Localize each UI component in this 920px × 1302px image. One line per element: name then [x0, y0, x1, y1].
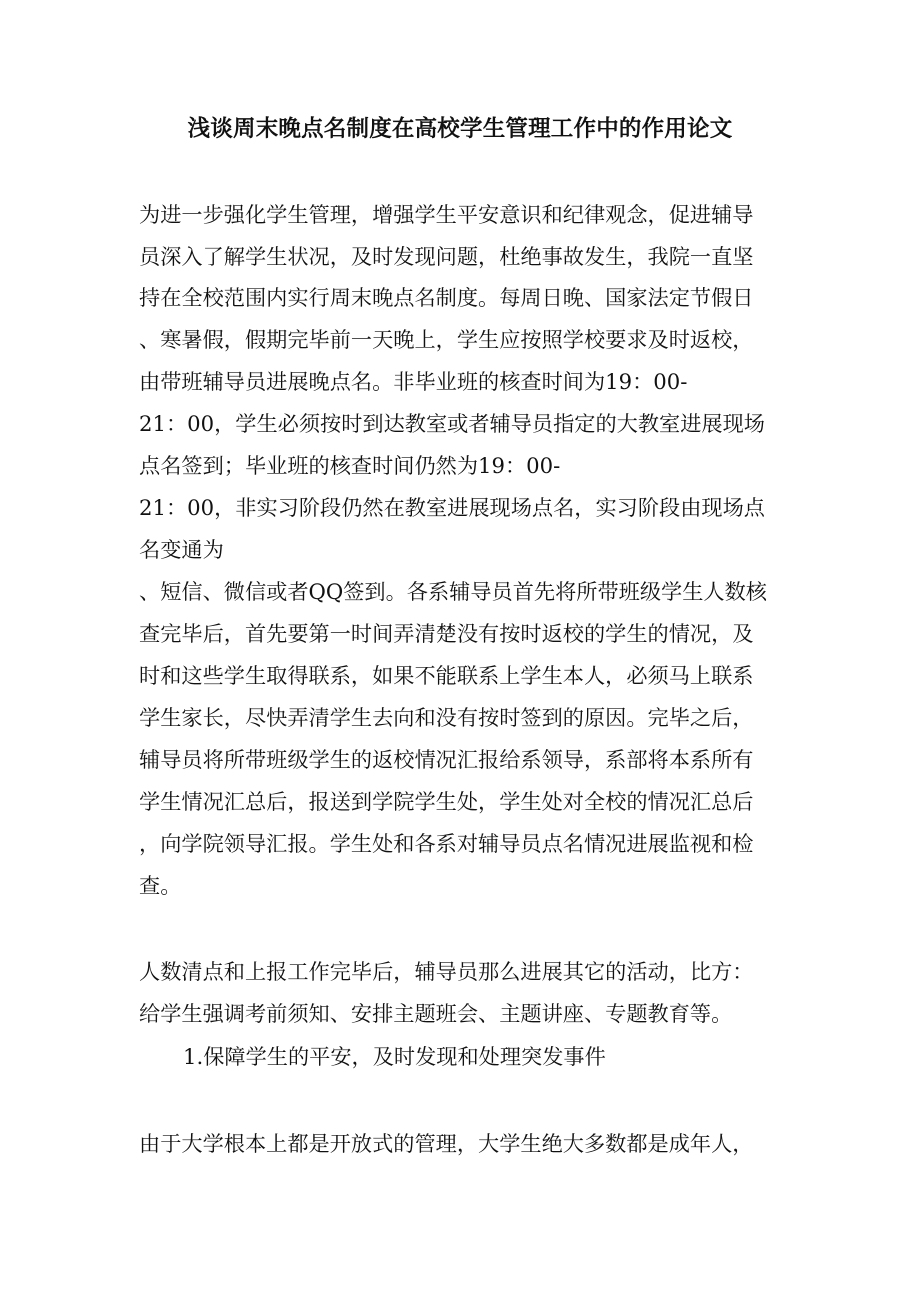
paragraph-line: 由于大学根本上都是开放式的管理，大学生绝大多数都是成年人，: [139, 1131, 754, 1156]
paragraph-line: 查。: [139, 873, 182, 898]
paragraph-line: 时和这些学生取得联系，如果不能联系上学生本人，必须马上联系: [139, 663, 754, 688]
paragraph-line: 辅导员将所带班级学生的返校情况汇报给系领导，系部将本系所有: [139, 747, 754, 772]
paragraph-line: 由带班辅导员进展晚点名。非毕业班的核查时间为19：00-: [139, 369, 688, 394]
paragraph-line: 给学生强调考前须知、安排主题班会、主题讲座、专题教育等。: [139, 1001, 733, 1026]
paragraph-line: 、短信、微信或者QQ签到。各系辅导员首先将所带班级学生人数核: [139, 579, 767, 604]
paragraph-line: 员深入了解学生状况，及时发现问题，杜绝事故发生，我院一直坚: [139, 244, 754, 269]
paragraph-line: 学生情况汇总后，报送到学院学生处，学生处对全校的情况汇总后: [139, 789, 754, 814]
paragraph-line: 点名签到；毕业班的核查时间仍然为19：00-: [139, 453, 561, 478]
paragraph-line: 、寒暑假，假期完毕前一天晚上，学生应按照学校要求及时返校，: [139, 327, 754, 352]
paragraph-line: 学生家长，尽快弄清学生去向和没有按时签到的原因。完毕之后，: [139, 705, 754, 730]
paragraph-line: 21：00，非实习阶段仍然在教室进展现场点名，实习阶段由现场点: [139, 495, 765, 520]
paragraph-line: ，向学院领导汇报。学生处和各系对辅导员点名情况进展监视和检: [139, 831, 754, 856]
paragraph-line: 持在全校范围内实行周末晚点名制度。每周日晚、国家法定节假日: [139, 285, 754, 310]
section-heading: 1.保障学生的平安，及时发现和处理突发事件: [183, 1044, 606, 1069]
document-title: 浅谈周末晚点名制度在高校学生管理工作中的作用论文: [187, 116, 733, 142]
paragraph-line: 名变通为: [139, 537, 224, 562]
paragraph-line: 为进一步强化学生管理，增强学生平安意识和纪律观念，促进辅导: [139, 202, 754, 227]
paragraph-line: 人数清点和上报工作完毕后，辅导员那么进展其它的活动，比方：: [139, 959, 754, 984]
paragraph-line: 查完毕后，首先要第一时间弄清楚没有按时返校的学生的情况，及: [139, 621, 754, 646]
paragraph-line: 21：00，学生必须按时到达教室或者辅导员指定的大教室进展现场: [139, 411, 765, 436]
